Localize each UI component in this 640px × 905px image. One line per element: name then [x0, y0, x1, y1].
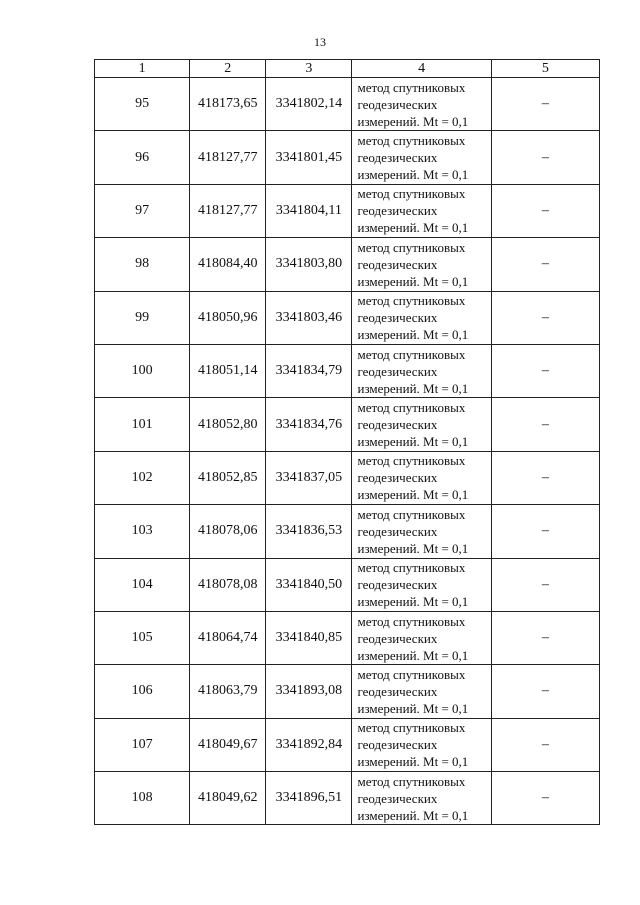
point-number-cell: 107 [95, 718, 190, 771]
method-text-line: метод спутниковых [357, 239, 466, 255]
table-row [95, 131, 600, 184]
table-row [95, 558, 600, 611]
point-number-cell: 106 [95, 665, 190, 718]
y-coordinate-cell: 3341803,46 [266, 291, 352, 344]
table-row [95, 291, 600, 344]
method-text-line: измерений. Mt = 0,1 [357, 487, 469, 503]
method-text-line: метод спутниковых [357, 773, 466, 789]
table-row [95, 451, 600, 504]
y-coordinate-cell: 3341840,85 [266, 611, 352, 664]
method-text-line: измерений. Mt = 0,1 [357, 113, 469, 129]
method-text-line: геодезических [357, 203, 438, 219]
method-text-line: метод спутниковых [357, 79, 466, 95]
method-text-line: геодезических [357, 737, 438, 753]
column-header: 3 [266, 60, 352, 78]
note-cell: – [491, 451, 599, 504]
method-text-line: измерений. Mt = 0,1 [357, 540, 469, 556]
y-coordinate-cell: 3341834,76 [266, 398, 352, 451]
method-text-line: измерений. Mt = 0,1 [357, 434, 469, 450]
method-cell [352, 772, 491, 825]
point-number-cell: 98 [95, 238, 190, 291]
y-coordinate-cell: 3341892,84 [266, 718, 352, 771]
y-coordinate-cell: 3341896,51 [266, 772, 352, 825]
table-row [95, 611, 600, 664]
point-number-cell: 102 [95, 451, 190, 504]
method-text-line: метод спутниковых [357, 666, 466, 682]
note-cell: – [491, 558, 599, 611]
method-text-line: метод спутниковых [357, 560, 466, 576]
x-coordinate-cell: 418050,96 [190, 291, 266, 344]
point-number-cell: 104 [95, 558, 190, 611]
x-coordinate-cell: 418064,74 [190, 611, 266, 664]
method-cell [352, 291, 491, 344]
method-cell [352, 344, 491, 397]
x-coordinate-cell: 418173,65 [190, 78, 266, 131]
method-text-line: измерений. Mt = 0,1 [357, 380, 469, 396]
x-coordinate-cell: 418052,85 [190, 451, 266, 504]
note-cell: – [491, 78, 599, 131]
method-text-line: геодезических [357, 256, 438, 272]
note-cell: – [491, 131, 599, 184]
x-coordinate-cell: 418078,08 [190, 558, 266, 611]
method-text-line: метод спутниковых [357, 133, 466, 149]
method-text-line: метод спутниковых [357, 506, 466, 522]
column-header: 4 [352, 60, 491, 78]
method-text-line: геодезических [357, 790, 438, 806]
y-coordinate-cell: 3341801,45 [266, 131, 352, 184]
point-number-cell: 103 [95, 505, 190, 558]
method-cell [352, 131, 491, 184]
x-coordinate-cell: 418051,14 [190, 344, 266, 397]
table-row [95, 184, 600, 237]
y-coordinate-cell: 3341893,08 [266, 665, 352, 718]
note-cell: – [491, 772, 599, 825]
table-row [95, 238, 600, 291]
point-number-cell: 96 [95, 131, 190, 184]
method-text-line: измерений. Mt = 0,1 [357, 754, 469, 770]
note-cell: – [491, 665, 599, 718]
method-cell [352, 505, 491, 558]
point-number-cell: 108 [95, 772, 190, 825]
method-text-line: измерений. Mt = 0,1 [357, 167, 469, 183]
table-row [95, 78, 600, 131]
method-text-line: геодезических [357, 470, 438, 486]
method-text-line: метод спутниковых [357, 400, 466, 416]
method-cell [352, 718, 491, 771]
note-cell: – [491, 344, 599, 397]
method-text-line: метод спутниковых [357, 186, 466, 202]
method-text-line: измерений. Mt = 0,1 [357, 273, 469, 289]
x-coordinate-cell: 418049,62 [190, 772, 266, 825]
x-coordinate-cell: 418049,67 [190, 718, 266, 771]
method-text-line: измерений. Mt = 0,1 [357, 807, 469, 823]
note-cell: – [491, 398, 599, 451]
table-header-row [95, 60, 600, 78]
point-number-cell: 97 [95, 184, 190, 237]
y-coordinate-cell: 3341803,80 [266, 238, 352, 291]
coordinates-table [94, 59, 600, 825]
column-header: 1 [95, 60, 190, 78]
table-row [95, 344, 600, 397]
method-text-line: геодезических [357, 630, 438, 646]
y-coordinate-cell: 3341840,50 [266, 558, 352, 611]
method-text-line: геодезических [357, 310, 438, 326]
method-cell [352, 78, 491, 131]
column-header: 2 [190, 60, 266, 78]
method-text-line: метод спутниковых [357, 346, 466, 362]
x-coordinate-cell: 418127,77 [190, 184, 266, 237]
table-row [95, 398, 600, 451]
y-coordinate-cell: 3341836,53 [266, 505, 352, 558]
method-cell [352, 665, 491, 718]
method-text-line: геодезических [357, 150, 438, 166]
note-cell: – [491, 611, 599, 664]
table-body [95, 78, 600, 825]
y-coordinate-cell: 3341804,11 [266, 184, 352, 237]
table-row [95, 505, 600, 558]
x-coordinate-cell: 418052,80 [190, 398, 266, 451]
note-cell: – [491, 505, 599, 558]
note-cell: – [491, 718, 599, 771]
method-text-line: измерений. Mt = 0,1 [357, 700, 469, 716]
method-text-line: геодезических [357, 523, 438, 539]
column-header: 5 [491, 60, 599, 78]
method-cell [352, 451, 491, 504]
point-number-cell: 100 [95, 344, 190, 397]
method-text-line: измерений. Mt = 0,1 [357, 594, 469, 610]
method-cell [352, 611, 491, 664]
method-text-line: геодезических [357, 417, 438, 433]
page-number: 13 [314, 35, 326, 49]
method-cell [352, 558, 491, 611]
y-coordinate-cell: 3341834,79 [266, 344, 352, 397]
method-text-line: геодезических [357, 96, 438, 112]
method-text-line: метод спутниковых [357, 453, 466, 469]
note-cell: – [491, 291, 599, 344]
method-text-line: метод спутниковых [357, 720, 466, 736]
method-text-line: измерений. Mt = 0,1 [357, 647, 469, 663]
method-text-line: метод спутниковых [357, 293, 466, 309]
point-number-cell: 95 [95, 78, 190, 131]
note-cell: – [491, 184, 599, 237]
x-coordinate-cell: 418084,40 [190, 238, 266, 291]
method-cell [352, 184, 491, 237]
method-text-line: измерений. Mt = 0,1 [357, 220, 469, 236]
x-coordinate-cell: 418078,06 [190, 505, 266, 558]
method-text-line: геодезических [357, 577, 438, 593]
x-coordinate-cell: 418063,79 [190, 665, 266, 718]
x-coordinate-cell: 418127,77 [190, 131, 266, 184]
method-cell [352, 398, 491, 451]
point-number-cell: 101 [95, 398, 190, 451]
table-row [95, 772, 600, 825]
method-text-line: геодезических [357, 683, 438, 699]
note-cell: – [491, 238, 599, 291]
y-coordinate-cell: 3341837,05 [266, 451, 352, 504]
y-coordinate-cell: 3341802,14 [266, 78, 352, 131]
method-cell [352, 238, 491, 291]
method-text-line: геодезических [357, 363, 438, 379]
method-text-line: измерений. Mt = 0,1 [357, 327, 469, 343]
point-number-cell: 99 [95, 291, 190, 344]
point-number-cell: 105 [95, 611, 190, 664]
method-text-line: метод спутниковых [357, 613, 466, 629]
table-row [95, 665, 600, 718]
table-row [95, 718, 600, 771]
